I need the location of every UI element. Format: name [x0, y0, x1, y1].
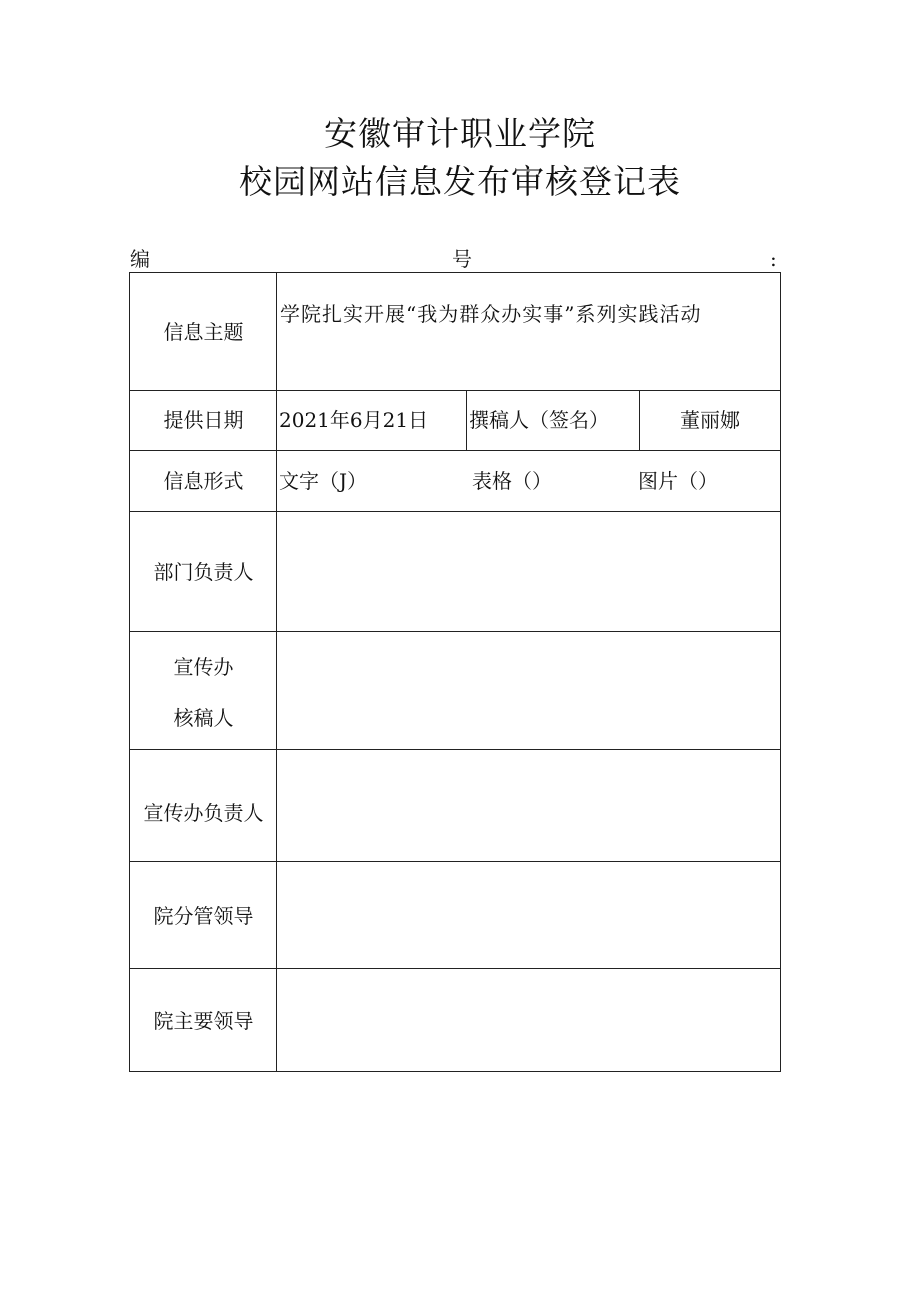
format-option-table[interactable]: 表格（）: [472, 469, 552, 493]
number-label-part2: 号: [452, 247, 472, 271]
leader-in-charge-label: 院分管领导: [153, 904, 254, 928]
row-divider: [130, 450, 780, 451]
row-divider: [130, 968, 780, 969]
row-divider: [130, 390, 780, 391]
column-divider: [466, 390, 467, 450]
author-value[interactable]: 董丽娜: [680, 408, 740, 432]
review-form-table: [129, 272, 781, 1072]
date-value[interactable]: 2021年6月21日: [279, 408, 429, 432]
number-row: [130, 245, 782, 273]
format-option-text[interactable]: 文字（J）: [279, 469, 368, 493]
author-label: 撰稿人（签名）: [469, 408, 609, 432]
subject-value[interactable]: 学院扎实开展“我为群众办实事”系列实践活动: [280, 302, 702, 326]
main-leader-label: 院主要领导: [153, 1009, 254, 1033]
row-divider: [130, 631, 780, 632]
document-title-line1: 安徽审计职业学院: [324, 114, 596, 153]
number-label-part1: 编: [130, 247, 150, 271]
publicity-reviewer-label-line2: 核稿人: [173, 706, 234, 730]
document-title-line2: 校园网站信息发布审核登记表: [239, 162, 681, 201]
row-divider: [130, 749, 780, 750]
row-divider: [130, 511, 780, 512]
row-divider: [130, 861, 780, 862]
date-label: 提供日期: [163, 408, 244, 432]
format-option-image[interactable]: 图片（）: [638, 469, 718, 493]
publicity-reviewer-label-line1: 宣传办: [173, 655, 234, 679]
dept-head-label: 部门负责人: [153, 560, 254, 584]
number-colon: :: [770, 247, 777, 271]
format-label: 信息形式: [163, 469, 244, 493]
subject-label: 信息主题: [163, 320, 244, 344]
publicity-head-label: 宣传办负责人: [143, 801, 264, 825]
